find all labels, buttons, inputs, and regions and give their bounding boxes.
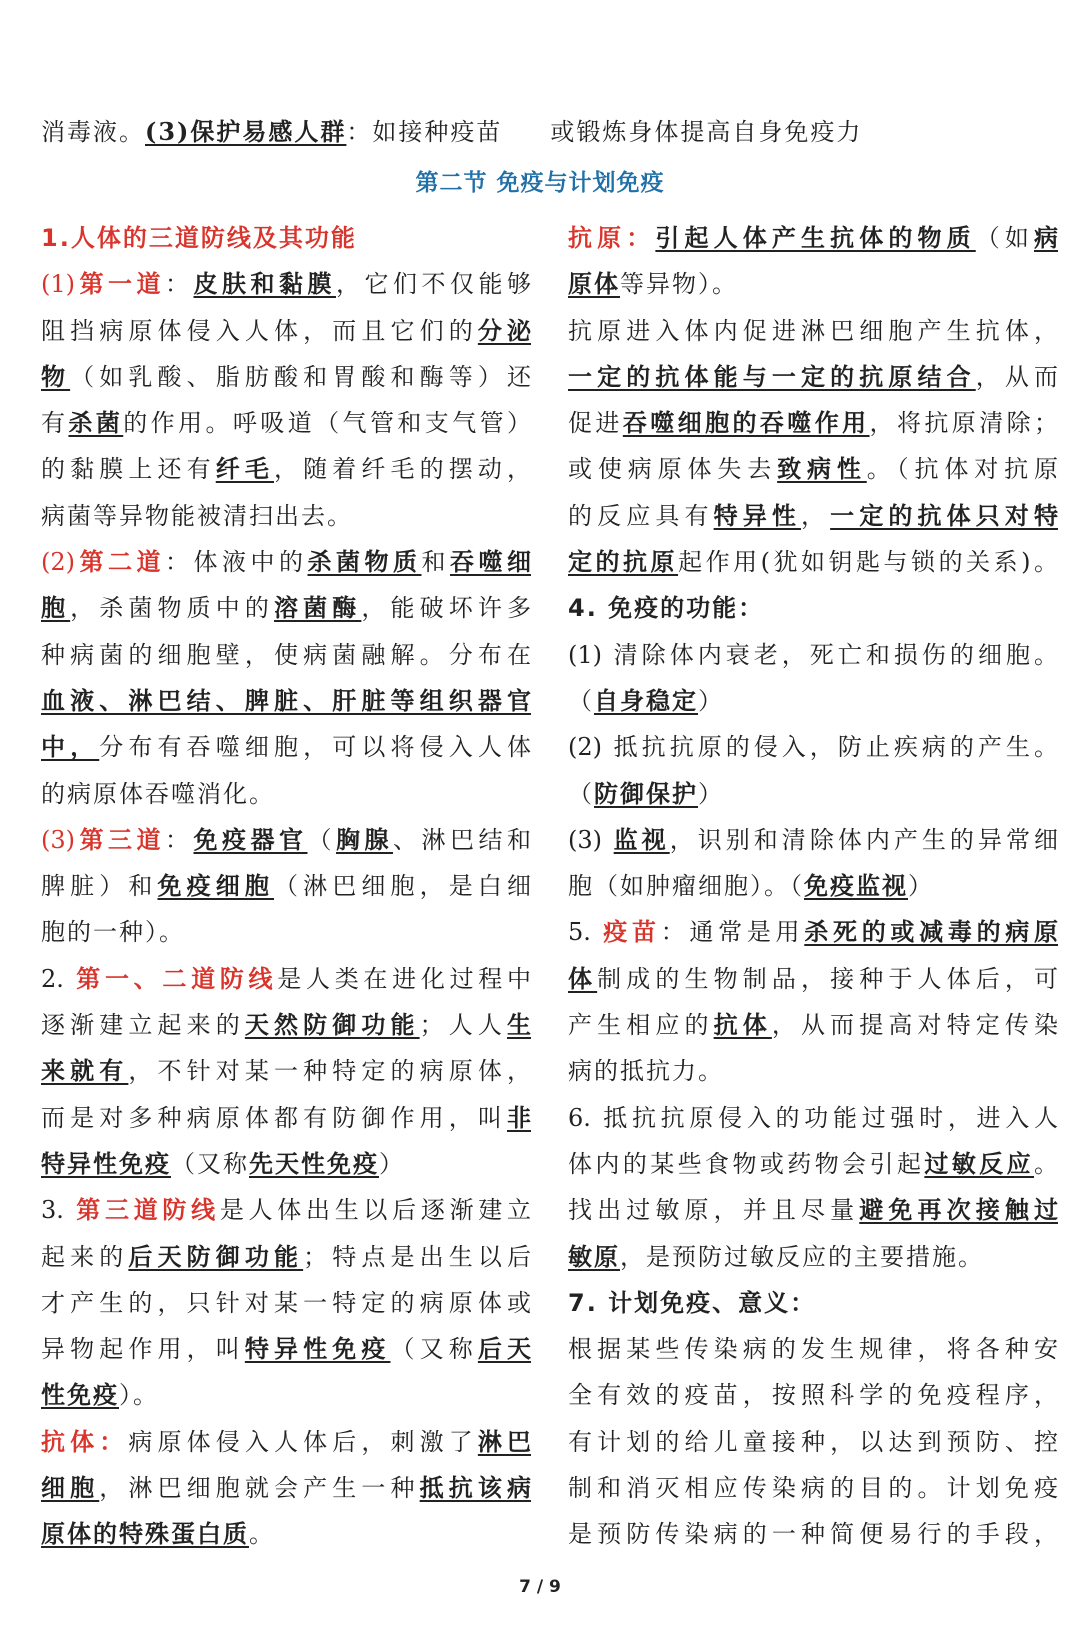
text: 天然防御功能 xyxy=(244,1010,420,1040)
text: 3. xyxy=(41,1196,77,1225)
text-line xyxy=(568,632,1058,678)
text: (2) xyxy=(41,548,75,577)
text-line xyxy=(41,1141,531,1187)
text: （如 xyxy=(975,224,1034,252)
text: 6. 抵抗抗原侵入的功能过强时，进入人 xyxy=(568,1103,1058,1132)
text: 第一、二道防线 xyxy=(76,963,278,993)
text: 是人体出生以后逐渐建立 xyxy=(219,1196,532,1225)
text: 找出过敏原，并且尽量 xyxy=(568,1196,860,1225)
text-line xyxy=(568,308,1058,354)
text-line xyxy=(41,493,531,539)
text: ，是预防过敏反应的主要措施。 xyxy=(620,1242,984,1271)
text: 特异性免疫 xyxy=(244,1334,391,1364)
text: 等异物）。 xyxy=(620,270,738,299)
text-line xyxy=(568,1002,1058,1048)
right-column xyxy=(568,215,1058,1558)
text: 的病原体吞噬消化。 xyxy=(41,779,275,808)
text: 是人类在进化过程中 xyxy=(277,964,532,993)
text-line xyxy=(568,215,1058,261)
text: 抗体： xyxy=(41,1426,129,1456)
text-line xyxy=(41,771,531,817)
text-line xyxy=(568,863,1058,909)
text: 异物起作用，叫 xyxy=(41,1335,245,1364)
text: 引起人体产生抗体的物质 xyxy=(655,223,976,252)
text: 细胞 xyxy=(41,1473,100,1503)
text: 免疫监视 xyxy=(804,871,908,901)
text: 起作用(犹如钥匙与锁的关系)。 xyxy=(678,548,1058,577)
text: 抗体 xyxy=(713,1010,772,1040)
text-line xyxy=(568,1326,1058,1372)
text: ）。 xyxy=(119,1381,159,1410)
text: 分泌 xyxy=(477,315,531,345)
text: 胞（如肿瘤细胞）。（ xyxy=(568,872,804,901)
text-line xyxy=(568,1234,1058,1280)
text: ，从而 xyxy=(975,362,1058,391)
text: 病原体侵入人体后，刺激了 xyxy=(128,1427,478,1456)
text: ） xyxy=(908,872,934,901)
text-line xyxy=(568,956,1058,1002)
text: 先天性免疫 xyxy=(249,1148,379,1178)
text: 有 xyxy=(41,409,69,438)
section-title: 第二节 免疫与计划免疫 xyxy=(415,170,665,196)
text: 根据某些传染病的发生规律，将各种安 xyxy=(568,1335,1058,1364)
text-line xyxy=(41,1511,531,1557)
text: ，识别和清除体内产生的异常细 xyxy=(669,825,1059,854)
text: （ xyxy=(568,686,594,715)
text: 而是对多种病原体都有防御作用，叫 xyxy=(41,1103,507,1132)
text: 病菌等异物能被清扫出去。 xyxy=(41,501,353,530)
text: 中， xyxy=(41,732,100,762)
text-line xyxy=(41,863,531,909)
text-line xyxy=(568,1187,1058,1233)
text: 定的抗原 xyxy=(568,547,679,577)
text: 胞 xyxy=(41,593,71,623)
text: (1) xyxy=(41,270,75,299)
text-line xyxy=(568,724,1058,770)
text: ， xyxy=(801,501,831,530)
text: ，从而提高对特定传染 xyxy=(771,1011,1058,1040)
text: 第一道 xyxy=(75,269,165,299)
text-line xyxy=(568,354,1058,400)
text-line xyxy=(41,1095,531,1141)
text: ：体液中的 xyxy=(165,548,308,577)
text: 纤毛 xyxy=(215,454,274,484)
heading-planned-immunization: 7. 计划免疫、意义： xyxy=(568,1288,817,1317)
text: 脾脏）和 xyxy=(41,872,158,901)
text-line xyxy=(41,1419,531,1465)
text: 原体的特殊蛋白质 xyxy=(41,1519,249,1549)
text: 全有效的疫苗，按照科学的免疫程序， xyxy=(568,1381,1058,1410)
text-line xyxy=(568,1095,1058,1141)
text-line xyxy=(41,1048,531,1094)
text: ：如接种疫苗 xyxy=(346,118,503,146)
text: 抗原： xyxy=(568,223,656,252)
text: 防御保护 xyxy=(594,778,698,808)
text: 血液、淋巴结、脾脏、肝脏等组织器官 xyxy=(41,685,531,715)
text: 的作用。呼吸道（气管和支气管） xyxy=(123,409,532,438)
text: 的反应具有 xyxy=(568,501,714,530)
text: ，不针对某一种特定的病原体， xyxy=(128,1057,531,1086)
text: 、淋巴结和 xyxy=(393,825,531,854)
text: 免疫细胞 xyxy=(157,871,274,901)
text-line xyxy=(568,771,1058,817)
text: ：通常是用 xyxy=(660,918,805,947)
text: 杀菌物质 xyxy=(307,547,422,577)
text: (2) 抵抗抗原的侵入，防止疾病的产生。 xyxy=(568,733,1058,762)
text: 避免再次接触过 xyxy=(859,1195,1058,1225)
text: 特异性 xyxy=(713,500,801,530)
text-line xyxy=(568,1511,1058,1557)
text: 敏原 xyxy=(568,1241,620,1271)
text: 吞噬细胞的吞噬作用 xyxy=(622,408,870,438)
heading-three-defense-lines: 1.人体的三道防线及其功能 xyxy=(41,224,357,252)
text: 一定的抗体只对特 xyxy=(830,500,1058,530)
text: （ xyxy=(568,779,594,808)
text: 是预防传染病的一种简便易行的手段， xyxy=(568,1520,1058,1549)
text: 淋巴 xyxy=(477,1426,531,1456)
text: 吞噬细 xyxy=(450,547,531,577)
text: 起来的 xyxy=(41,1242,129,1271)
text: 抵抗该病 xyxy=(419,1473,531,1503)
text: ） xyxy=(379,1149,405,1178)
text-line xyxy=(41,585,531,631)
text-line xyxy=(41,1465,531,1511)
text: 物 xyxy=(41,361,71,391)
text: 第三道 xyxy=(75,824,165,854)
text-line xyxy=(568,1372,1058,1418)
text: 免疫器官 xyxy=(193,824,308,854)
text: ；特点是出生以后 xyxy=(303,1242,531,1271)
text-line xyxy=(568,400,1058,446)
text: (1) 清除体内衰老，死亡和损伤的细胞。 xyxy=(568,640,1058,669)
text: 有计划的给儿童接种，以达到预防、控 xyxy=(568,1427,1058,1456)
text: 自身稳定 xyxy=(594,685,698,715)
left-column xyxy=(41,215,531,1558)
text-line xyxy=(568,1048,1058,1094)
text: ，淋巴细胞就会产生一种 xyxy=(99,1474,420,1503)
text-line xyxy=(41,678,531,724)
text: 原体 xyxy=(568,269,620,299)
text: ；人人 xyxy=(419,1011,507,1040)
text: 杀死的或减毒的病原 xyxy=(804,917,1059,947)
text-line xyxy=(41,956,531,1002)
text: 杀菌 xyxy=(68,408,124,438)
text: 胸腺 xyxy=(336,824,393,854)
text: 特异性免疫 xyxy=(41,1148,171,1178)
page-number: 7 / 9 xyxy=(519,1577,561,1597)
text-line xyxy=(568,539,1058,585)
text: （又称 xyxy=(390,1335,478,1364)
text-line xyxy=(568,1419,1058,1465)
text-line xyxy=(41,539,531,585)
text: 体 xyxy=(568,963,598,993)
text-line xyxy=(41,1372,531,1418)
text: 胞的一种）。 xyxy=(41,918,185,947)
text-line xyxy=(41,1187,531,1233)
text: 。（抗体对抗原 xyxy=(866,455,1058,484)
text: 抗原进入体内促进淋巴细胞产生抗体， xyxy=(568,316,1058,345)
text: 5. xyxy=(568,918,604,947)
protect-susceptible-label: (3)保护易感人群 xyxy=(145,117,347,146)
text: 第三道防线 xyxy=(76,1195,220,1225)
text: 或锻炼身体提高自身免疫力 xyxy=(550,118,863,146)
text-line xyxy=(568,678,1058,724)
text-line xyxy=(41,909,531,955)
text-line xyxy=(41,1002,531,1048)
text: （ xyxy=(307,825,336,854)
text: 消毒液。 xyxy=(41,118,145,146)
text-line xyxy=(41,400,531,446)
text: 阻挡病原体侵入人体，而且它们的 xyxy=(41,316,478,345)
text: 和 xyxy=(421,548,450,577)
text-line xyxy=(568,261,1058,307)
text: 体内的某些食物或药物会引起 xyxy=(568,1149,925,1178)
text-line xyxy=(568,1141,1058,1187)
text: 。 xyxy=(249,1520,275,1549)
text: 性免疫 xyxy=(41,1380,119,1410)
text: 疫苗 xyxy=(603,917,661,947)
text-line xyxy=(568,493,1058,539)
text: (3) xyxy=(568,825,614,854)
text: 产生相应的 xyxy=(568,1011,714,1040)
text: ，将抗原清除； xyxy=(869,409,1059,438)
text-line xyxy=(568,817,1058,863)
text: 制成的生物制品，接种于人体后，可 xyxy=(597,964,1058,993)
text: 后天 xyxy=(477,1334,531,1364)
text-line xyxy=(568,909,1058,955)
text: 监视 xyxy=(613,824,670,854)
text: 皮肤和黏膜 xyxy=(193,269,336,299)
text-line xyxy=(41,308,531,354)
text-line xyxy=(41,446,531,492)
text: 逐渐建立起来的 xyxy=(41,1011,245,1040)
text: ： xyxy=(165,825,194,854)
text-line xyxy=(41,724,531,770)
text: ，能破坏许多 xyxy=(361,594,531,623)
text: 或使病原体失去 xyxy=(568,455,778,484)
text: ，杀菌物质中的 xyxy=(70,594,274,623)
text: 一定的抗体能与一定的抗原结合 xyxy=(568,361,976,391)
text: 后天防御功能 xyxy=(128,1241,304,1271)
heading-immune-functions: 4. 免疫的功能： xyxy=(568,594,765,623)
text: ： xyxy=(165,270,194,299)
text-line xyxy=(41,1326,531,1372)
text: ，随着纤毛的摆动， xyxy=(274,455,531,484)
text: 非 xyxy=(507,1102,531,1132)
text-line xyxy=(41,1280,531,1326)
text: 病的抵抗力。 xyxy=(568,1057,724,1086)
text-line xyxy=(568,446,1058,492)
text: （又称 xyxy=(171,1149,249,1178)
text-line xyxy=(41,354,531,400)
text: 来就有 xyxy=(41,1056,129,1086)
text: ，它们不仅能够 xyxy=(336,270,531,299)
text: 制和消灭相应传染病的目的。计划免疫 xyxy=(568,1474,1058,1503)
text: ） xyxy=(698,686,724,715)
top-continuation-line xyxy=(41,112,1051,147)
text: （淋巴细胞，是白细 xyxy=(274,872,531,901)
text: 过敏反应 xyxy=(924,1148,1035,1178)
text-line xyxy=(568,1465,1058,1511)
text: 第二道 xyxy=(75,547,165,577)
text: 分布有吞噬细胞，可以将侵入人体 xyxy=(99,733,531,762)
text: 的黏膜上还有 xyxy=(41,455,216,484)
text: 。 xyxy=(1034,1149,1059,1178)
text: 促进 xyxy=(568,409,623,438)
text-line xyxy=(41,1234,531,1280)
text: (3) xyxy=(41,825,75,854)
text: 生 xyxy=(507,1010,531,1040)
text: 种病菌的细胞壁，使病菌融解。分布在 xyxy=(41,640,531,669)
text: 溶菌酶 xyxy=(274,593,362,623)
text-line xyxy=(41,817,531,863)
text: 病 xyxy=(1034,223,1058,252)
text: 2. xyxy=(41,964,77,993)
text: 才产生的，只针对某一特定的病原体或 xyxy=(41,1288,531,1317)
text-line xyxy=(41,632,531,678)
text: 致病性 xyxy=(777,454,867,484)
text: ） xyxy=(698,779,724,808)
text-line xyxy=(41,261,531,307)
text: （如乳酸、脂肪酸和胃酸和酶等）还 xyxy=(70,362,531,391)
